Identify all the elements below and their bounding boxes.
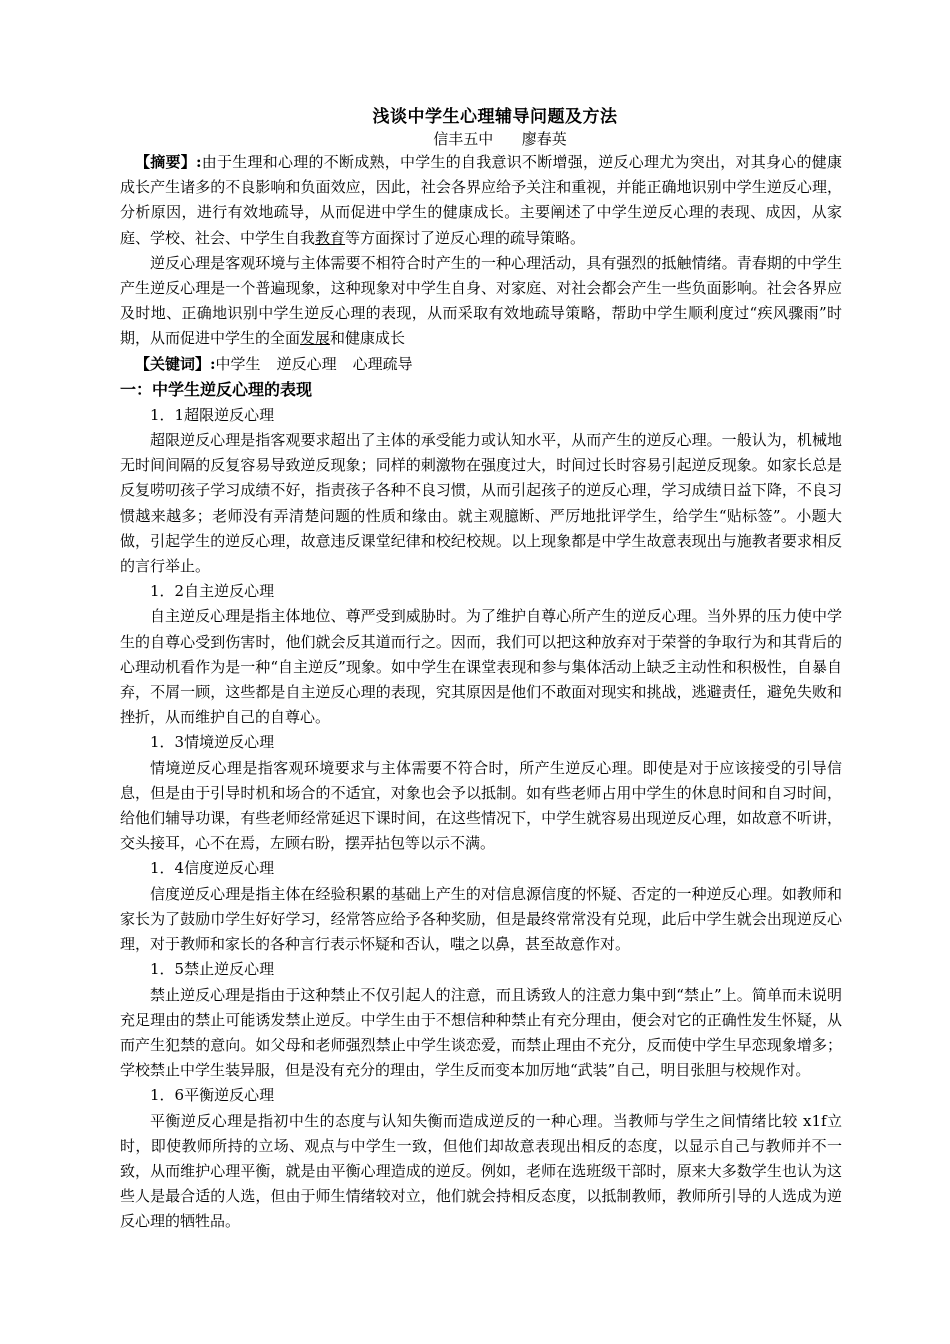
subsection-paragraph: 禁止逆反心理是指由于这种禁止不仅引起人的注意，而且诱致人的注意力集中到“禁止”上。简单而未说明充足理由的禁止可能诱发禁止逆反。中学生由于不想信种种禁止有充分理由，便会对它的正确性发生怀疑，从而产生犯禁的意向。如父母和老师强烈禁止中学生谈恋爱，而禁止理由不充分，反而使中学生早恋现象增多；学校禁止中学生装异服，但是没有充分的理由，学生反而变本加厉地“武装”自己，明目张胆与校规作对。	[120, 985, 842, 1080]
keyword-term: 心理疏导	[352, 354, 413, 373]
intro-paragraph	[120, 251, 842, 352]
document-body	[120, 150, 842, 1235]
author-line: 信丰五中 廖春英	[433, 130, 567, 148]
education-link[interactable]: 教育	[315, 228, 346, 247]
subsection-heading: 1．3情境逆反心理	[150, 733, 275, 752]
subsection-paragraph: 超限逆反心理是指客观要求超出了主体的承受能力或认知水平，从而产生的逆反心理。一般认为，机械地无时间间隔的反复容易导致逆反现象；同样的刺激物在强度过大，时间过长时容易引起逆反现象。如家长总是反复唠叨孩子学习成绩不好，指责孩子各种不良习惯，从而引起孩子的逆反心理，学习成绩日益下降，不良习惯越来越多；老师没有弄清楚问题的性质和缘由。就主观臆断、严厉地批评学生，给学生“贴标签”。小题大做，引起学生的逆反心理，故意违反课堂纪律和校纪校规。以上现象都是中学生故意表现出与施教者要求相反的言行举止。	[120, 431, 842, 576]
subsection-heading: 1．1超限逆反心理	[150, 405, 275, 424]
abstract-label: 【摘要】:	[135, 153, 202, 171]
subsection-paragraph: 信度逆反心理是指主体在经验积累的基础上产生的对信息源信度的怀疑、否定的一种逆反心理。如教师和家长为了鼓励巾学生好好学习，经常答应给予各种奖励，但是最终常常没有兑现，此后中学生就会出现逆反心理，对于教师和家长的各种言行表示怀疑和否认，嗤之以鼻，甚至故意作对。	[120, 884, 842, 954]
abstract-text-a: 由于生理和心理的不断成熟，中学生的自我意识不断增强，逆反心理尤为突出，对其身心的健康成长产生诸多的不良影响和负面效应，因此，社会各界应给予关注和重视，并能正确地识别中学生逆反心理，分析原因，进行有效地疏导，从而促进中学生的健康成长。主要阐述了中学生逆反心理的表现、成因，从家庭、学校、社会、中学生自我	[120, 153, 842, 247]
subsection-heading: 1．4信度逆反心理	[150, 859, 275, 878]
keywords-label: 【关键词】:	[135, 354, 216, 373]
abstract-text-b: 等方面探讨了逆反心理的疏导策略。	[345, 228, 586, 247]
document-title: 浅谈中学生心理辅导问题及方法	[372, 107, 618, 127]
intro-text-b: 和健康成长	[330, 329, 406, 348]
subsection-paragraph: 平衡逆反心理是指初中生的态度与认知失衡而造成逆反的一种心理。当教师与学生之间情绪比较 x1f立时，即使教师所持的立场、观点与中学生一致，但他们却故意表现出相反的态度，以显示自己与教师并不一致，从而维护心理平衡，就是由平衡心理造成的逆反。例如，老师在选班级干部时，原来大多数学生也认为这些人是最合适的人选，但由于师生情绪较对立，他们就会持相反态度，以抵制教师，教师所引导的人选成为逆反心理的牺牲品。	[120, 1111, 842, 1231]
subsection-paragraph: 自主逆反心理是指主体地位、尊严受到威胁时。为了维护自尊心所产生的逆反心理。当外界的压力使中学生的自尊心受到伤害时，他们就会反其道而行之。因而，我们可以把这种放弃对于荣誉的争取行为和其背后的心理动机看作为是一种“自主逆反”现象。如中学生在课堂表现和参与集体活动上缺乏主动性和积极性，自暴自弃，不屑一顾，这些都是自主逆反心理的表现，究其原因是他们不敢面对现实和挑战，逃避责任，避免失败和挫折，从而维护自己的自尊心。	[120, 607, 842, 727]
abstract-paragraph	[120, 150, 842, 251]
subsection-heading: 1．5禁止逆反心理	[150, 960, 275, 979]
keywords-line	[120, 352, 842, 377]
development-link[interactable]: 发展	[300, 329, 331, 348]
subsection-heading: 1．6平衡逆反心理	[150, 1086, 275, 1105]
keyword-term: 中学生	[215, 354, 261, 373]
subsection-heading: 1．2自主逆反心理	[150, 582, 275, 601]
keyword-term: 逆反心理	[276, 354, 337, 373]
section-heading: 一：中学生逆反心理的表现	[120, 379, 313, 399]
subsection-paragraph: 情境逆反心理是指客观环境要求与主体需要不符合时，所产生逆反心理。即使是对于应该接受的引导信息，但是由于引导时机和场合的不适宜，对象也会予以抵制。如有些老师占用中学生的休息时间和自习时间，给他们辅导功课，有些老师经常延迟下课时间，在这些情况下，中学生就容易出现逆反心理，如故意不听讲，交头接耳，心不在焉，左顾右盼，摆弄拈包等以示不满。	[120, 758, 842, 853]
intro-text-a: 逆反心理是客观环境与主体需要不相符合时产生的一种心理活动，具有强烈的抵触情绪。青春期的中学生产生逆反心理是一个普遍现象，这种现象对中学生自身、对家庭、对社会都会产生一些负面影响。社会各界应及时地、正确地识别中学生逆反心理的表现，从而采取有效地疏导策略，帮助中学生顺利度过“疾风骤雨”时期，从而促进中学生的全面	[120, 253, 842, 348]
